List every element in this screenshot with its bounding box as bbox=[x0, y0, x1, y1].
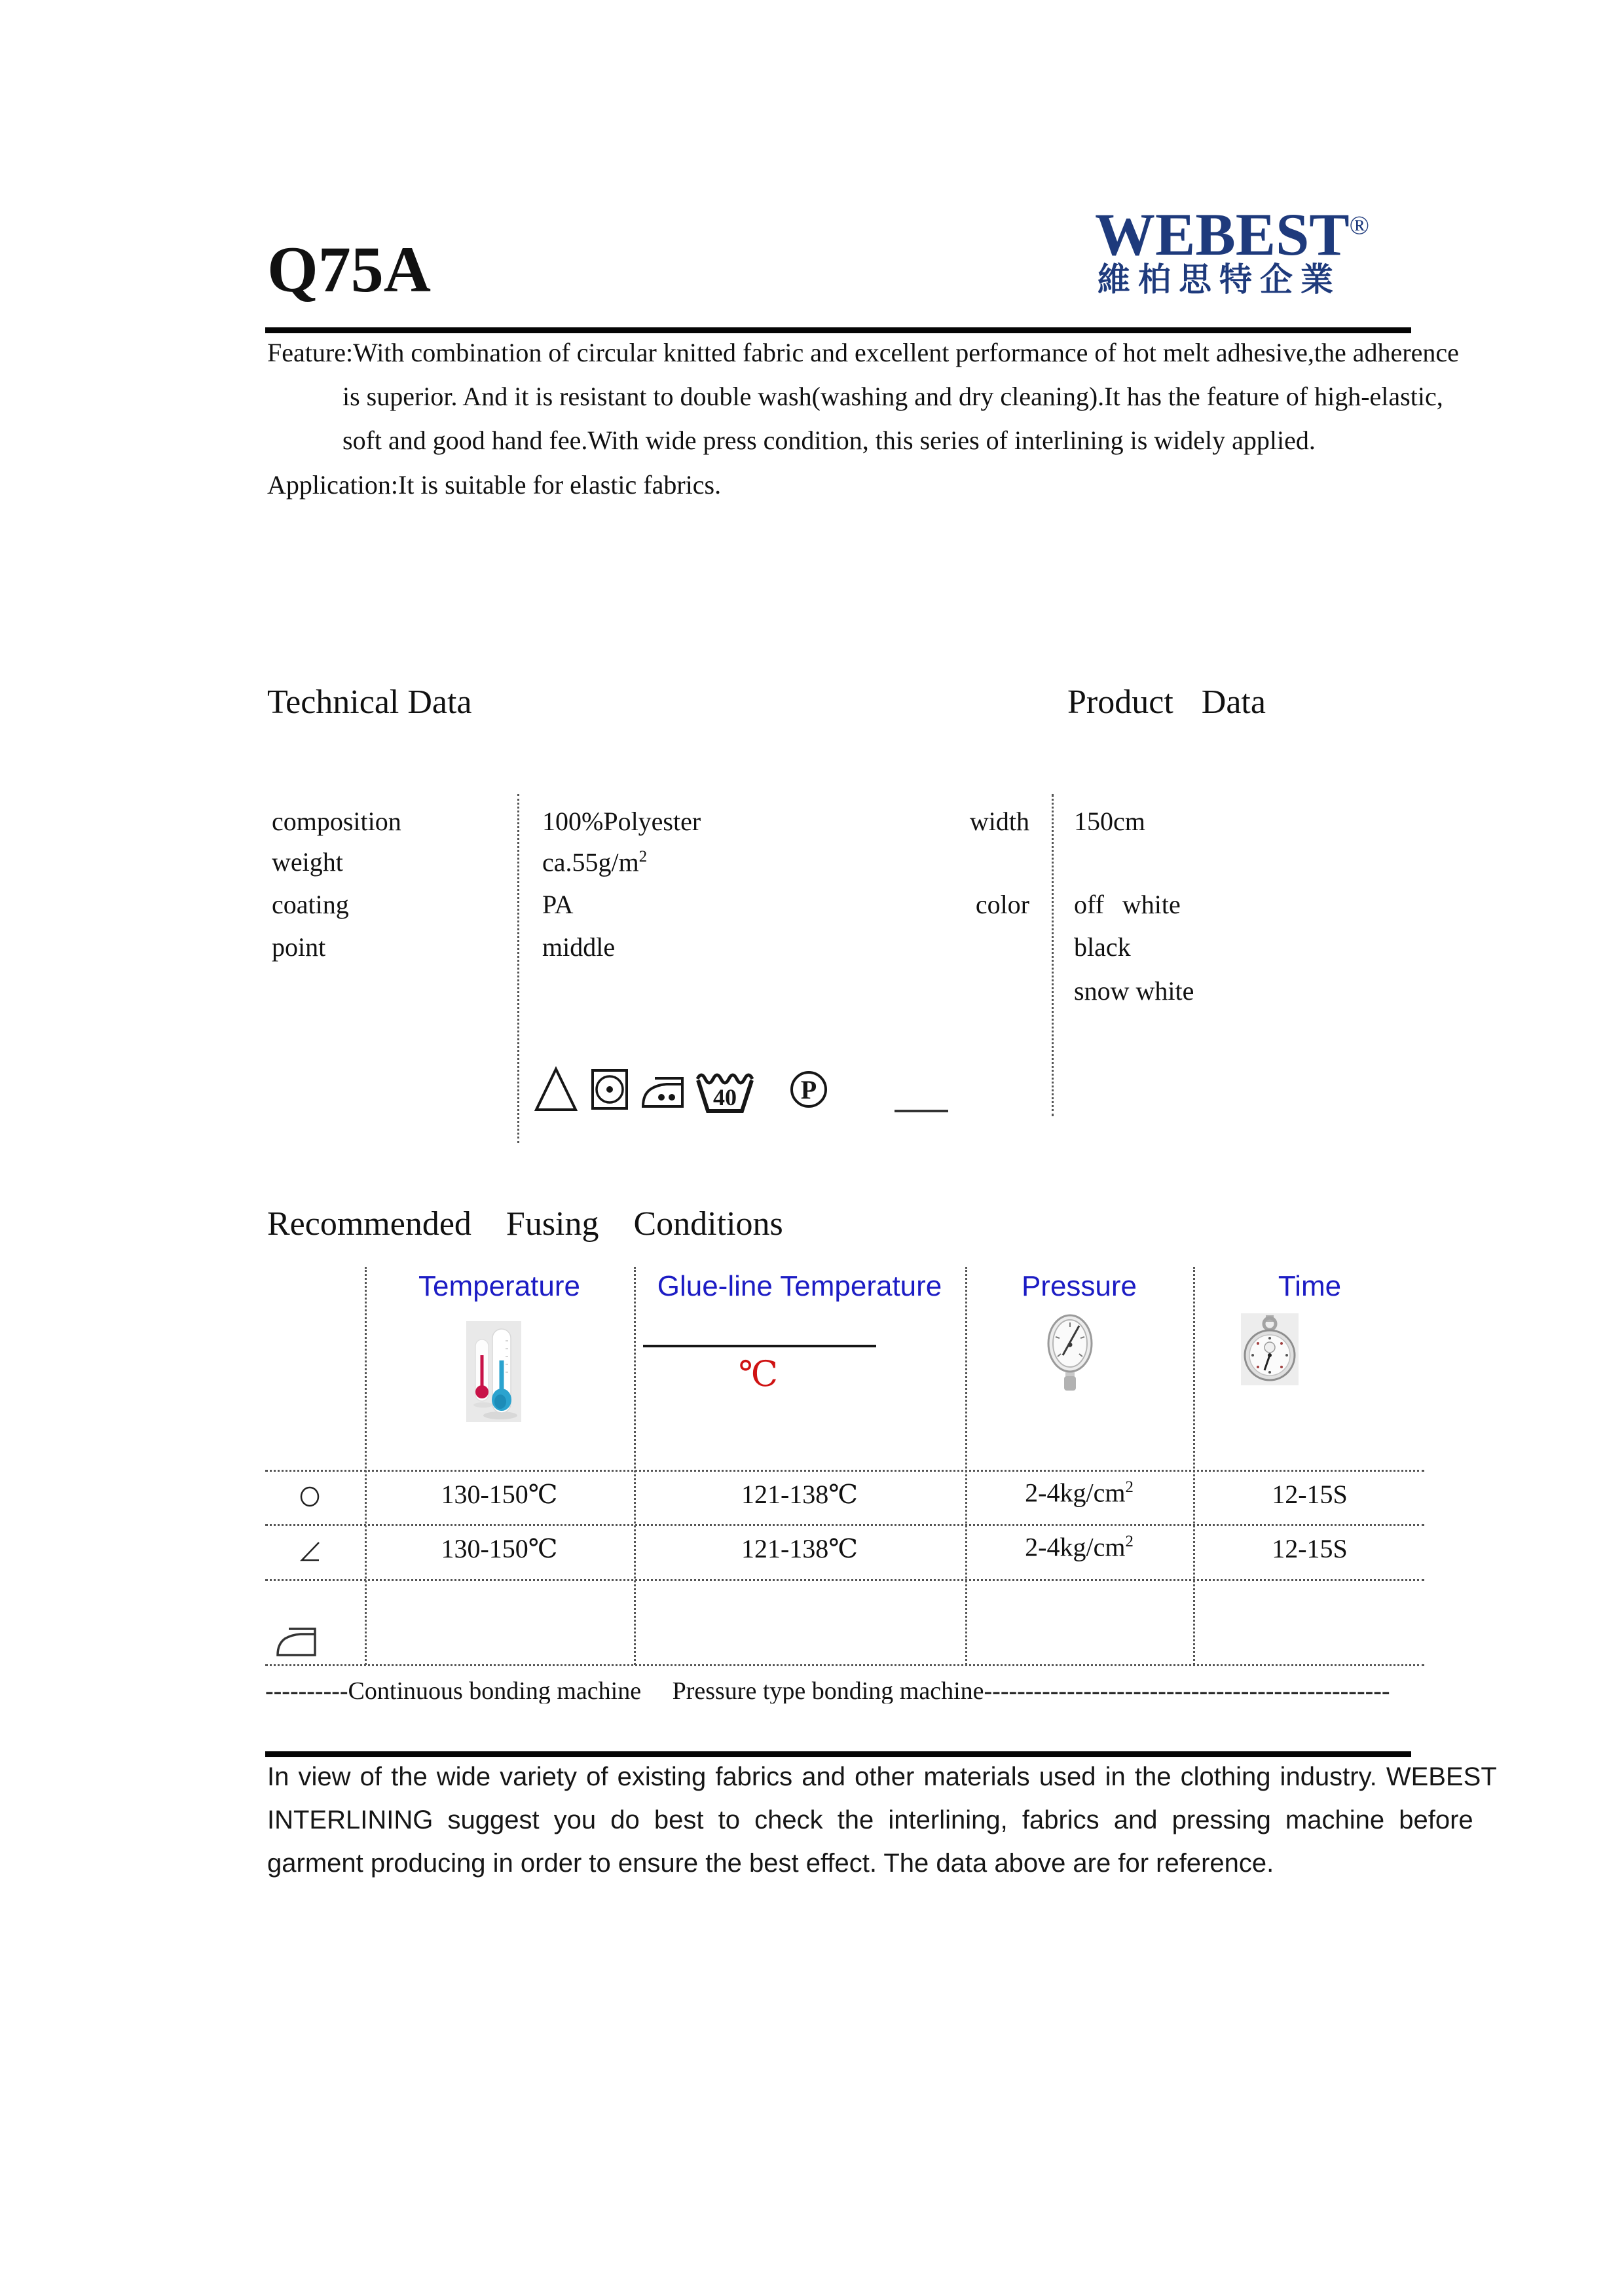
feature-line-3: soft and good hand fee.With wide press condition, this series of interlining is widely applied. bbox=[342, 426, 1316, 455]
feature-line-1: Feature:With combination of circular knitted fabric and excellent performance of hot melt adhesive,the adherence bbox=[267, 338, 1459, 367]
footer-line-2: INTERLINING suggest you do best to check the interlining, fabrics and pressing machine before bbox=[267, 1806, 1473, 1834]
fusing-table-vline-1 bbox=[365, 1267, 367, 1665]
fusing-table-vline-2 bbox=[634, 1267, 636, 1665]
footer-line-3: garment producing in order to ensure the best effect. The data above are for reference. bbox=[267, 1849, 1274, 1878]
product-color-offwhite: off white bbox=[1074, 890, 1181, 919]
pressure-gauge-icon bbox=[1046, 1312, 1094, 1392]
glue-line-underline bbox=[643, 1345, 876, 1347]
product-color-snowwhite: snow white bbox=[1074, 976, 1194, 1006]
tech-label-point: point bbox=[272, 932, 326, 962]
tumble-dry-icon bbox=[591, 1068, 629, 1110]
tech-label-weight: weight bbox=[272, 847, 343, 877]
row2-angle-symbol bbox=[299, 1540, 321, 1562]
row2-glue-line: 121-138℃ bbox=[741, 1534, 858, 1563]
fusing-table-hline-4 bbox=[265, 1664, 1424, 1666]
header-rule bbox=[265, 327, 1411, 333]
care-dash-icon bbox=[895, 1110, 948, 1112]
iron-care-icon bbox=[639, 1071, 686, 1110]
feature-line-2: is superior. And it is resistant to double wash(washing and dry cleaning).It has the feature of high-elastic, bbox=[342, 382, 1443, 411]
bonding-machine-legend: ----------Continuous bonding machine Pressure type bonding machine------------------------------------------------- bbox=[265, 1679, 1390, 1704]
brand-logo-text: WEBEST bbox=[1095, 201, 1350, 268]
row1-temperature: 130-150℃ bbox=[441, 1480, 558, 1509]
tech-table-divider-1 bbox=[517, 794, 519, 1143]
wash-temperature-number: 40 bbox=[713, 1084, 737, 1110]
row2-time: 12-15S bbox=[1272, 1534, 1348, 1563]
tech-table-divider-2 bbox=[1052, 794, 1054, 1116]
row3-iron-symbol bbox=[274, 1622, 319, 1659]
technical-data-heading: Technical Data bbox=[267, 683, 472, 721]
weight-superscript: 2 bbox=[638, 848, 648, 866]
column-header-temperature: Temperature bbox=[418, 1270, 580, 1302]
tech-value-composition: 100%Polyester bbox=[542, 807, 701, 836]
tech-label-coating: coating bbox=[272, 890, 349, 919]
glue-line-unit: ℃ bbox=[738, 1355, 779, 1394]
bleach-triangle-icon bbox=[534, 1066, 578, 1113]
footer-line-1: In view of the wide variety of existing fabrics and other materials used in the clothing industry. WEBEST bbox=[267, 1762, 1497, 1791]
dry-clean-p-icon bbox=[789, 1070, 828, 1109]
column-header-pressure: Pressure bbox=[1021, 1270, 1137, 1302]
brand-logo bbox=[1095, 201, 1370, 268]
row1-pressure-superscript: 2 bbox=[1125, 1478, 1134, 1496]
row1-pressure: $2-4kg/cm^2$ bbox=[1025, 1478, 1134, 1508]
tech-label-composition: composition bbox=[272, 807, 401, 836]
thermometer-icon bbox=[466, 1321, 521, 1422]
product-value-width: 150cm bbox=[1074, 807, 1145, 836]
row2-pressure: $2-4kg/cm^2$ bbox=[1025, 1532, 1134, 1562]
tech-value-weight: $ca.55g/m^2$ bbox=[542, 847, 648, 877]
page-title: Q75A bbox=[267, 233, 431, 306]
product-label-width: width bbox=[969, 807, 1029, 836]
fusing-table-hline-3 bbox=[265, 1579, 1424, 1581]
tech-value-coating: PA bbox=[542, 890, 574, 919]
row1-glue-line: 121-138℃ bbox=[741, 1480, 858, 1509]
fusing-table-hline-1 bbox=[265, 1470, 1424, 1472]
product-color-black: black bbox=[1074, 932, 1131, 962]
row2-temperature: 130-150℃ bbox=[441, 1534, 558, 1563]
row1-circle-symbol bbox=[299, 1485, 320, 1508]
application-line: Application:It is suitable for elastic fabrics. bbox=[267, 470, 722, 500]
product-label-color: color bbox=[975, 890, 1029, 919]
fusing-table-vline-3 bbox=[965, 1267, 967, 1665]
column-header-time: Time bbox=[1278, 1270, 1342, 1302]
wash-40-icon bbox=[694, 1067, 756, 1114]
footer-rule bbox=[265, 1751, 1411, 1757]
product-data-heading: Product Data bbox=[1067, 683, 1266, 721]
tech-value-point: middle bbox=[542, 932, 616, 962]
fusing-conditions-heading: Recommended Fusing Conditions bbox=[267, 1205, 783, 1243]
row1-time: 12-15S bbox=[1272, 1480, 1348, 1509]
brand-company-chinese: 維柏思特企業 bbox=[1098, 261, 1341, 298]
stopwatch-icon bbox=[1241, 1313, 1299, 1385]
column-header-glue-line-temperature: Glue-line Temperature bbox=[657, 1270, 942, 1302]
dry-clean-letter: P bbox=[800, 1075, 817, 1104]
fusing-table-vline-4 bbox=[1193, 1267, 1195, 1665]
fusing-table-hline-2 bbox=[265, 1524, 1424, 1526]
registered-trademark-icon: ® bbox=[1349, 210, 1370, 240]
row2-pressure-superscript: 2 bbox=[1125, 1533, 1134, 1550]
